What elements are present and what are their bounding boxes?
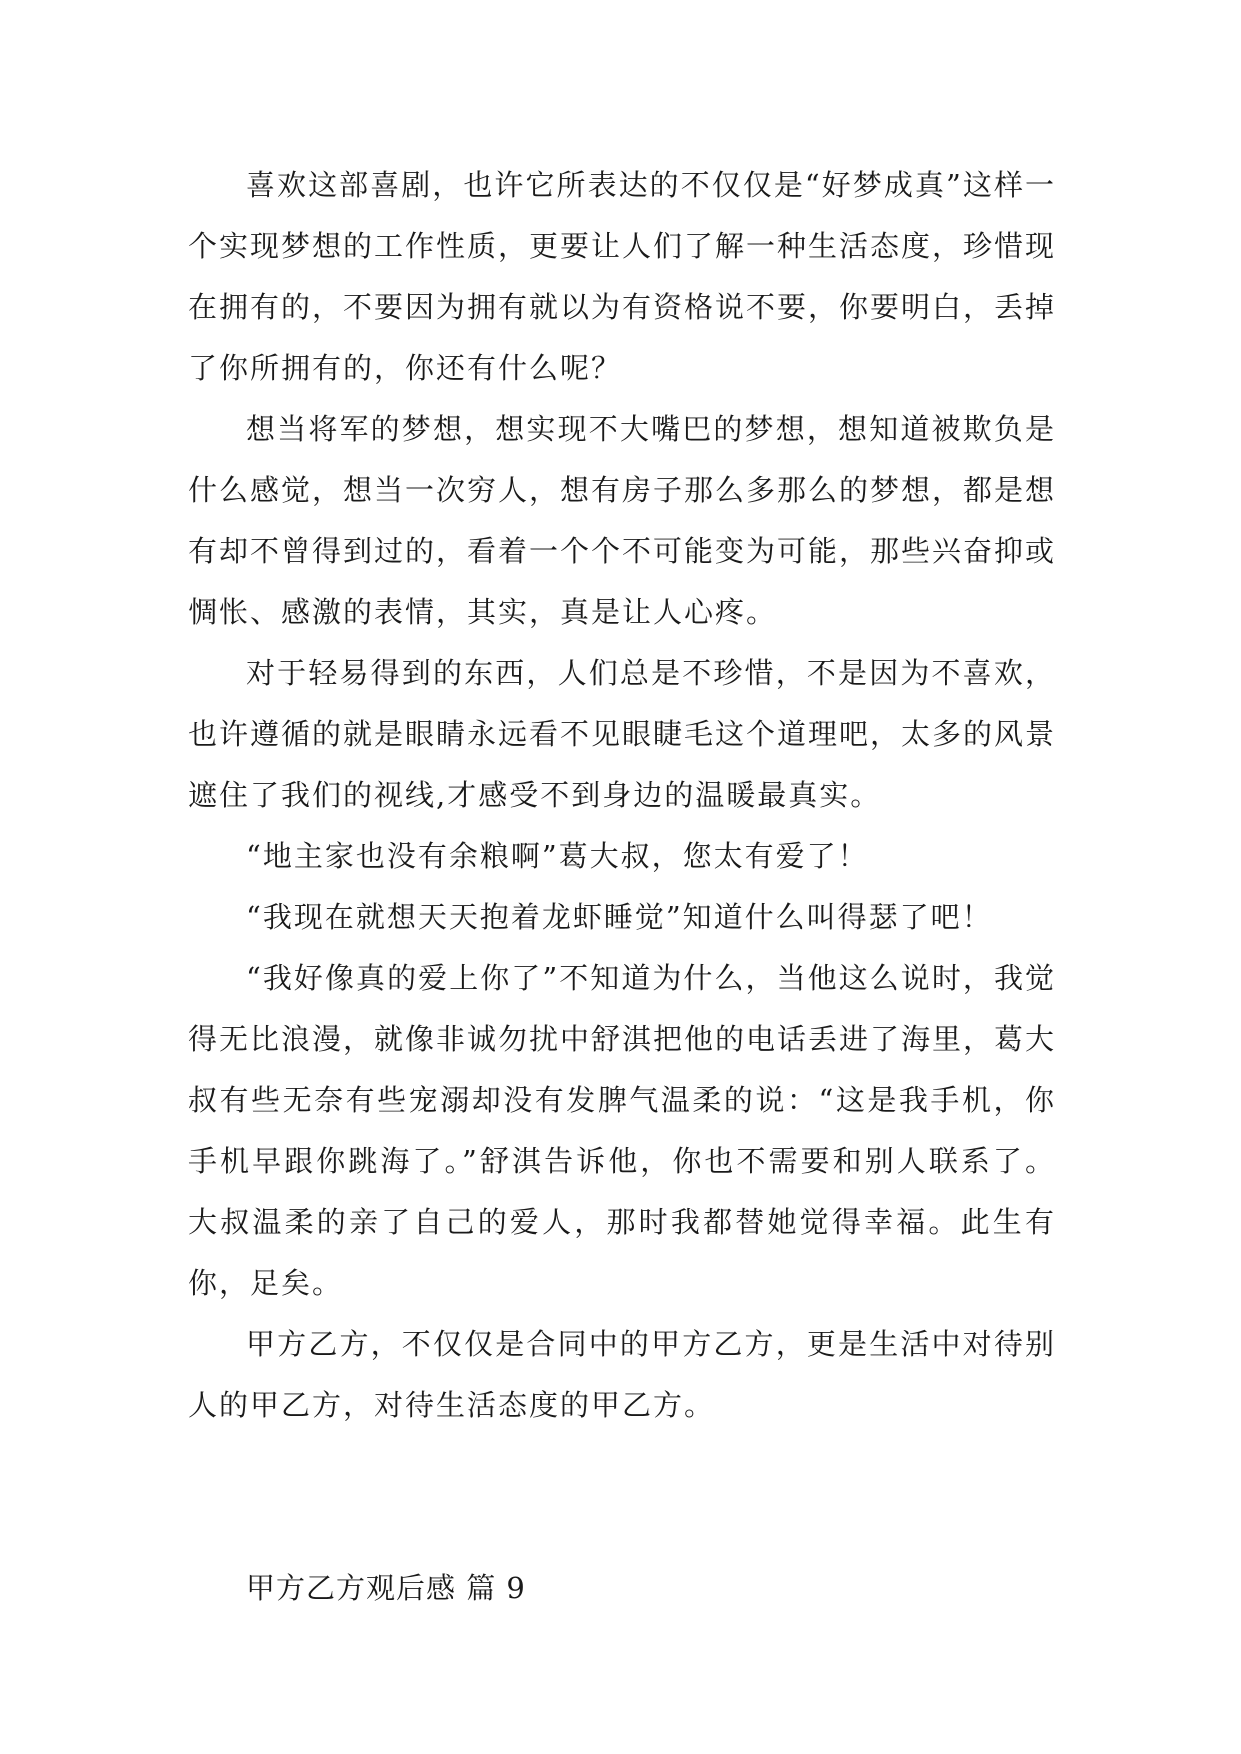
document-body	[188, 155, 1056, 1619]
paragraph: 甲方乙方，不仅仅是合同中的甲方乙方，更是生活中对待别人的甲乙方，对待生活态度的甲乙方。	[188, 1327, 1056, 1422]
section-title: 甲方乙方观后感 篇 9	[246, 1571, 526, 1605]
section-gap	[188, 1436, 1056, 1558]
paragraph: 喜欢这部喜剧，也许它所表达的不仅仅是“好梦成真”这样一个实现梦想的工作性质，更要让人们了解一种生活态度，珍惜现在拥有的，不要因为拥有就以为有资格说不要，你要明白，丢掉了你所拥有的，你还有什么呢？	[188, 168, 1057, 385]
paragraph: 对于轻易得到的东西，人们总是不珍惜，不是因为不喜欢，也许遵循的就是眼睛永远看不见眼睫毛这个道理吧，太多的风景遮住了我们的视线,才感受不到身边的温暖最真实。	[188, 656, 1057, 812]
paragraph: 想当将军的梦想，想实现不大嘴巴的梦想，想知道被欺负是什么感觉，想当一次穷人，想有房子那么多那么的梦想，都是想有却不曾得到过的，看着一个个不可能变为可能，那些兴奋抑或惆怅、感激的表情，其实，真是让人心疼。	[188, 412, 1057, 629]
paragraph: “地主家也没有余粮啊”葛大叔，您太有爱了！	[246, 839, 869, 873]
paragraph: “我好像真的爱上你了”不知道为什么，当他这么说时，我觉得无比浪漫，就像非诚勿扰中舒淇把他的电话丢进了海里，葛大叔有些无奈有些宠溺却没有发脾气温柔的说：“这是我手机，你手机早跟你跳海了。”舒淇告诉他，你也不需要和别人联系了。大叔温柔的亲了自己的爱人，那时我都替她觉得幸福。此生有你，足矣。	[188, 961, 1057, 1300]
paragraph: “我现在就想天天抱着龙虾睡觉”知道什么叫得瑟了吧！	[246, 900, 993, 934]
